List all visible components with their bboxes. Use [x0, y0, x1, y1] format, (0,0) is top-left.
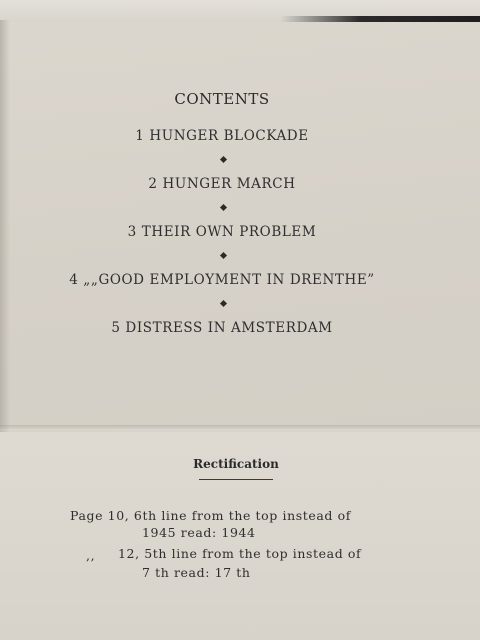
- heading-underline: [199, 479, 273, 480]
- rectification-heading: Rectification: [193, 457, 279, 471]
- diamond-separator-icon: [220, 204, 227, 211]
- rectification-line: Page 10, 6th line from the top instead of: [70, 508, 351, 523]
- toc-item-4: 4 „„GOOD EMPLOYMENT IN DRENTHE”: [69, 272, 375, 288]
- toc-item-3: 3 THEIR OWN PROBLEM: [127, 224, 317, 240]
- toc-item-5: 5 DISTRESS IN AMSTERDAM: [111, 320, 333, 336]
- ditto-mark: ,,: [86, 548, 96, 563]
- contents-heading: CONTENTS: [174, 90, 270, 108]
- toc-item-2: 2 HUNGER MARCH: [148, 176, 296, 192]
- toc-item-1: 1 HUNGER BLOCKADE: [135, 128, 309, 144]
- binding-shadow: [280, 16, 480, 22]
- rectification-line: 7 th read: 17 th: [142, 565, 251, 580]
- diamond-separator-icon: [220, 156, 227, 163]
- rectification-line: 1945 read: 1944: [142, 525, 256, 540]
- rectification-line: 12, 5th line from the top instead of: [118, 546, 362, 561]
- diamond-separator-icon: [220, 300, 227, 307]
- diamond-separator-icon: [220, 252, 227, 259]
